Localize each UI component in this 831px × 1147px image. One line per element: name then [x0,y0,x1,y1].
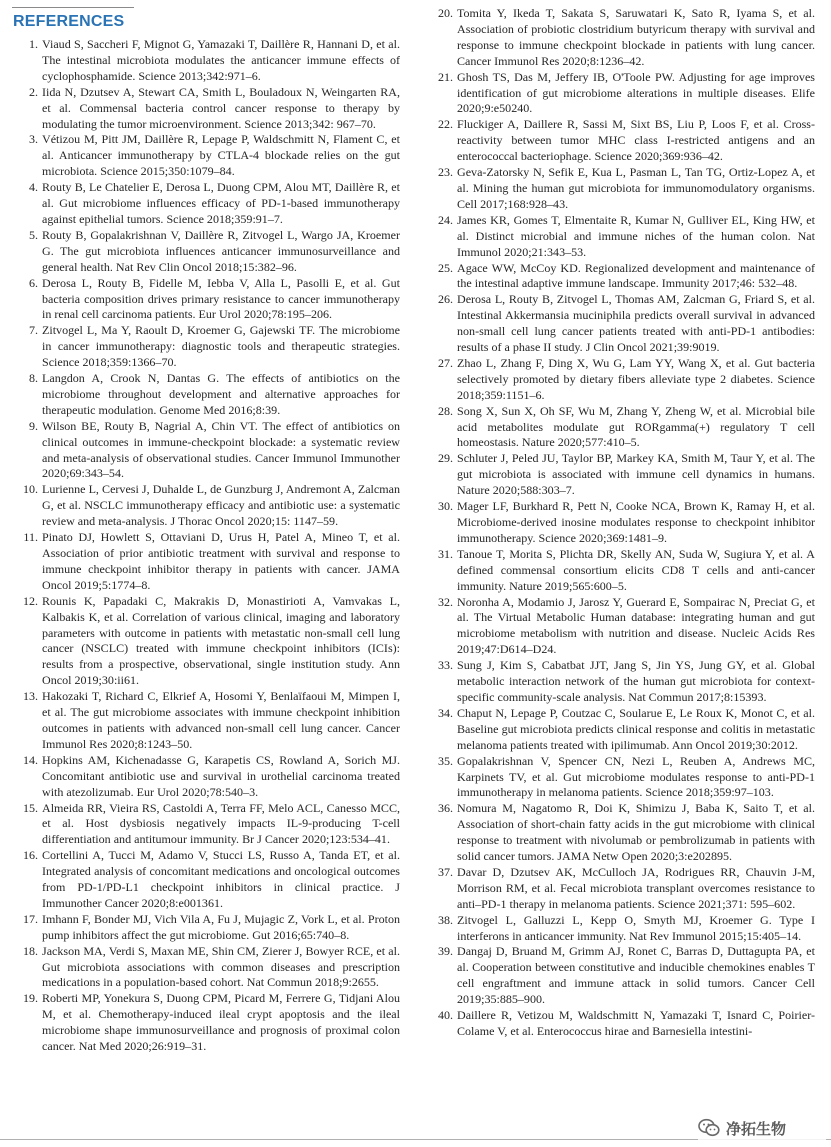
reference-item [427,292,815,356]
reference-number: 25. [437,260,453,275]
watermark [698,1115,826,1141]
reference-text: Rounis K, Papadaki C, Makrakis D, Monastirioti A, Vamvakas L, Kalbakis K, et al. Correlation of various clinical, imaging and laboratory parameters with outcome in patients with metastatic non-small cell lung cancer (NSCLC) treated with immune checkpoint inhibitors (ICIs): results from a prospective, observational, single institution study. Ann Oncol 2019;30:ii61. [42,593,400,688]
reference-number: 22. [437,117,453,132]
reference-item [12,419,400,483]
reference-item [12,180,400,228]
section-heading: REFERENCES [13,13,125,30]
reference-number: 37. [437,864,453,879]
reference-item [427,70,815,118]
reference-item [12,37,400,85]
reference-text: Hopkins AM, Kichenadasse G, Karapetis CS, Rowland A, Sorich MJ. Concomitant antibiotic use and survival in urothelial carcinoma treated with atezolizumab. Eur Urol 2020;78:540–3. [42,752,400,799]
reference-item [12,482,400,530]
reference-number: 31. [437,546,453,561]
watermark-text: 净拓生物 [726,1119,787,1138]
reference-item [427,595,815,659]
reference-text: Zhao L, Zhang F, Ding X, Wu G, Lam YY, Wang X, et al. Gut bacteria selectively promoted by dietary fibers alleviate type 2 diabetes. Science 2018;359:1151–6. [457,355,815,402]
reference-number: 7. [28,323,38,338]
reference-item [12,85,400,133]
reference-text: Wilson BE, Routy B, Nagrial A, Chin VT. The effect of antibiotics on clinical outcomes in immune-checkpoint blockade: a systematic review and meta-analysis of observational studies. Cancer Immunol Immunother 2020;69:343–54. [42,418,400,481]
reference-text: Schluter J, Peled JU, Taylor BP, Markey KA, Smith M, Taur Y, et al. The gut microbiota is associated with immune cell dynamics in humans. Nature 2020;588:303–7. [457,451,815,498]
reference-item [427,706,815,754]
reference-number: 1. [28,37,38,51]
reference-number: 40. [437,1008,453,1023]
reference-number: 8. [28,371,38,386]
reference-number: 27. [437,355,453,370]
reference-text: Iida N, Dzutsev A, Stewart CA, Smith L, Bouladoux N, Weingarten RA, et al. Commensal bacteria control cancer response to therapy by modulating the tumor microenvironment. Science 2013;342: 967–70. [42,84,400,131]
reference-item [12,848,400,912]
reference-number: 21. [437,69,453,84]
reference-number: 13. [22,689,38,704]
reference-text: Agace WW, McCoy KD. Regionalized development and maintenance of the intestinal adaptive immune landscape. Immunity 2017;46: 532–48. [457,260,815,291]
reference-number: 20. [437,6,453,20]
reference-item [12,132,400,180]
reference-item [12,991,400,1055]
reference-text: Dangaj D, Bruand M, Grimm AJ, Ronet C, Barras D, Duttagupta PA, et al. Cooperation between constitutive and inducible chemokines enables T cell engraftment and immune attack in solid tumors. Cancer Cell 2019;35:885–900. [457,944,815,1007]
reference-number: 3. [28,132,38,147]
reference-text: Tanoue T, Morita S, Plichta DR, Skelly AN, Suda W, Sugiura Y, et al. A defined commensal consortium elicits CD8 T cells and anti-cancer immunity. Nature 2019;565:600–5. [457,546,815,593]
reference-text: Hakozaki T, Richard C, Elkrief A, Hosomi Y, Benlaïfaoui M, Mimpen I, et al. The gut microbiome associates with immune checkpoint inhibition outcomes in patients with advanced non-small cell lung cancer. Cancer Immunol Res 2020;8:1243–50. [42,689,400,751]
reference-item [12,371,400,419]
reference-text: Derosa L, Routy B, Zitvogel L, Thomas AM, Zalcman G, Friard S, et al. Intestinal Akkermansia muciniphila predicts overall survival in advanced non-small cell lung cancer patients treated with anti-PD-1 antibodies: results of a phase II study. J Clin Oncol 2021;39:9019. [457,292,815,355]
reference-text: Sung J, Kim S, Cabatbat JJT, Jang S, Jin YS, Jung GY, et al. Global metabolic interaction network of the human gut microbiota for context-specific community-scale analysis. Nat Commun 2017;8:15393. [457,658,815,704]
reference-text: Jackson MA, Verdi S, Maxan ME, Shin CM, Zierer J, Bowyer RCE, et al. Gut microbiota associations with common diseases and prescription medications in a population-based cohort. Nat Commun 2018;9:2655. [42,943,400,990]
reference-item [427,944,815,1008]
reference-item [427,213,815,261]
reference-text: Fluckiger A, Daillere R, Sassi M, Sixt BS, Liu P, Loos F, et al. Cross-reactivity between tumor MHC class I-restricted antigens and an enterococcal bacteriophage. Science 2020;369:936–42. [457,117,815,164]
reference-number: 24. [437,212,453,227]
reference-text: Vétizou M, Pitt JM, Daillère R, Lepage P, Waldschmitt N, Flament C, et al. Anticancer immunotherapy by CTLA-4 blockade relies on the gut microbiota. Science 2015;350:1079–84. [42,132,400,179]
reference-number: 35. [437,753,453,768]
reference-number: 16. [22,848,38,863]
reference-text: Lurienne L, Cervesi J, Duhalde L, de Gunzburg J, Andremont A, Zalcman G, et al. NSCLC immunotherapy efficacy and antibiotic use: a systematic review and meta-analysis. J Thorac Oncol 2020;15: 1147–59. [42,482,400,529]
reference-text: Geva-Zatorsky N, Sefik E, Kua L, Pasman L, Tan TG, Ortiz-Lopez A, et al. Mining the human gut microbiota for immunomodulatory organisms. Cell 2017;168:928–43. [457,165,815,211]
reference-item [12,228,400,276]
reference-text: James KR, Gomes T, Elmentaite R, Kumar N, Gulliver EL, King HW, et al. Distinct microbial and immune niches of the human colon. Nat Immunol 2020;21:343–53. [457,212,815,259]
reference-text: Chaput N, Lepage P, Coutzac C, Soularue E, Le Roux K, Monot C, et al. Baseline gut microbiota predicts clinical response and colitis in metastatic melanoma patients treated with ipilimumab. Ann Oncol 2019;30:2012. [457,705,815,752]
reference-text: Almeida RR, Vieira RS, Castoldi A, Terra FF, Melo ACL, Canesso MCC, et al. Host dysbiosis negatively impacts IL-9-producing T-cell differentiation and antitumour immunity. Br J Cancer 2020;123:534–41. [42,800,400,847]
reference-item [427,6,815,70]
reference-number: 33. [437,658,453,673]
reference-number: 2. [28,84,38,99]
reference-text: Mager LF, Burkhard R, Pett N, Cooke NCA, Brown K, Ramay H, et al. Microbiome-derived inosine modulates response to checkpoint inhibitor immunotherapy. Science 2020;369:1481–9. [457,499,815,545]
reference-number: 10. [22,482,38,497]
reference-text: Cortellini A, Tucci M, Adamo V, Stucci LS, Russo A, Tanda ET, et al. Integrated analysis of concomitant medications and oncological outcomes from PD-1/PD-L1 checkpoint inhibitors in clinical practice. J Immunother Cancer 2020;8:e001361. [42,848,400,910]
reference-text: Routy B, Gopalakrishnan V, Daillère R, Zitvogel L, Wargo JA, Kroemer G. The gut microbiota influences anticancer immunosurveillance and general health. Nat Rev Clin Oncol 2018;15:382–96. [42,227,400,274]
reference-text: Ghosh TS, Das M, Jeffery IB, O'Toole PW. Adjusting for age improves identification of gut microbiome alterations in multiple diseases. Elife 2020;9:e50240. [457,69,815,116]
reference-item [12,689,400,753]
reference-text: Song X, Sun X, Oh SF, Wu M, Zhang Y, Zheng W, et al. Microbial bile acid metabolites modulate gut RORgamma(+) regulatory T cell homeostasis. Nature 2020;577:410–5. [457,403,815,450]
reference-text: Davar D, Dzutsev AK, McCulloch JA, Rodrigues RR, Chauvin J-M, Morrison RM, et al. Fecal microbiota transplant overcomes resistance to anti–PD-1 therapy in melanoma patients. Science 2021;371: 595–602. [457,864,815,911]
reference-number: 18. [22,943,38,958]
reference-item [12,801,400,849]
reference-item [427,865,815,913]
reference-item [427,754,815,802]
reference-number: 32. [437,594,453,609]
reference-item [427,547,815,595]
reference-item [12,323,400,371]
reference-number: 34. [437,705,453,720]
reference-text: Langdon A, Crook N, Dantas G. The effects of antibiotics on the microbiome throughout development and alternative approaches for therapeutic modulation. Genome Med 2016;8:39. [42,371,400,417]
reference-text: Roberti MP, Yonekura S, Duong CPM, Picard M, Ferrere G, Tidjani Alou M, et al. Chemotherapy-induced ileal crypt apoptosis and the ileal microbiome shape immunosurveillance and prognosis of proximal colon cancer. Nat Med 2020;26:919–31. [42,991,400,1054]
reference-item [12,944,400,992]
reference-text: Gopalakrishnan V, Spencer CN, Nezi L, Reuben A, Andrews MC, Karpinets TV, et al. Gut microbiome modulates response to anti-PD-1 immunotherapy in melanoma patients. Science 2018;359:97–103. [457,753,815,800]
reference-item [427,404,815,452]
reference-number: 23. [437,165,453,180]
reference-number: 17. [22,911,38,926]
reference-number: 19. [22,991,38,1006]
reference-item [427,913,815,945]
reference-number: 5. [28,227,38,242]
reference-number: 26. [437,292,453,307]
reference-item [12,912,400,944]
section-divider [12,7,134,8]
references-column-right [427,6,815,1040]
reference-item [427,165,815,213]
reference-number: 28. [437,403,453,418]
reference-item [427,451,815,499]
reference-item [12,594,400,689]
reference-item [427,117,815,165]
reference-item [427,801,815,865]
references-column-left [12,37,400,1055]
reference-number: 39. [437,944,453,959]
reference-text: Daillere R, Vetizou M, Waldschmitt N, Yamazaki T, Isnard C, Poirier-Colame V, et al. Enterococcus hirae and Barnesiella intestini- [457,1008,815,1038]
wechat-icon [698,1118,720,1138]
reference-number: 12. [22,593,38,608]
reference-text: Routy B, Le Chatelier E, Derosa L, Duong CPM, Alou MT, Daillère R, et al. Gut microbiome influences efficacy of PD-1-based immunotherapy against epithelial tumors. Science 2018;359:91–7. [42,180,400,226]
reference-text: Imhann F, Bonder MJ, Vich Vila A, Fu J, Mujagic Z, Vork L, et al. Proton pump inhibitors affect the gut microbiome. Gut 2016;65:740–8. [42,911,400,942]
reference-item [427,499,815,547]
reference-item [427,1008,815,1040]
reference-text: Noronha A, Modamio J, Jarosz Y, Guerard E, Sompairac N, Preciat G, et al. The Virtual Metabolic Human database: integrating human and gut microbiome metabolism with nutrition and disease. Nucleic Acids Res 2019;47:D614–D24. [457,594,815,657]
reference-number: 14. [22,752,38,767]
reference-text: Zitvogel L, Ma Y, Raoult D, Kroemer G, Gajewski TF. The microbiome in cancer immunotherapy: diagnostic tools and therapeutic strategies. Science 2018;359:1366–70. [42,323,400,370]
reference-item [427,356,815,404]
reference-number: 9. [28,418,38,433]
reference-number: 38. [437,912,453,927]
reference-number: 6. [28,275,38,290]
reference-number: 11. [23,530,38,545]
reference-text: Tomita Y, Ikeda T, Sakata S, Saruwatari K, Sato R, Iyama S, et al. Association of probiotic clostridium butyricum therapy with survival and response to immune checkpoint blockade in patients with lung cancer. Cancer Immunol Res 2020;8:1236–42. [457,6,815,68]
reference-number: 15. [22,800,38,815]
reference-text: Nomura M, Nagatomo R, Doi K, Shimizu J, Baba K, Saito T, et al. Association of short-chain fatty acids in the gut microbiome with clinical response to treatment with nivolumab or pembrolizumab in patients with solid cancer tumors. JAMA Netw Open 2020;3:e202895. [457,801,815,864]
reference-number: 36. [437,801,453,816]
reference-text: Viaud S, Saccheri F, Mignot G, Yamazaki T, Daillère R, Hannani D, et al. The intestinal microbiota modulates the anticancer immune effects of cyclophosphamide. Science 2013;342:971–6. [42,37,400,83]
reference-item [12,753,400,801]
reference-number: 4. [28,180,38,195]
reference-item [12,530,400,594]
reference-text: Zitvogel L, Galluzzi L, Kepp O, Smyth MJ, Kroemer G. Type I interferons in anticancer immunity. Nat Rev Immunol 2015;15:405–14. [457,912,815,943]
reference-item [427,658,815,706]
reference-item [427,261,815,293]
reference-text: Derosa L, Routy B, Fidelle M, Iebba V, Alla L, Pasolli E, et al. Gut bacteria composition drives primary resistance to cancer immunotherapy in renal cell carcinoma patients. Eur Urol 2020;78:195–206. [42,275,400,322]
reference-text: Pinato DJ, Howlett S, Ottaviani D, Urus H, Patel A, Mineo T, et al. Association of prior antibiotic treatment with survival and response to immune checkpoint inhibitor therapy in patients with cancer. JAMA Oncol 2019;5:1774–8. [42,530,400,592]
reference-number: 29. [437,451,453,466]
reference-number: 30. [437,499,453,514]
reference-item [12,276,400,324]
